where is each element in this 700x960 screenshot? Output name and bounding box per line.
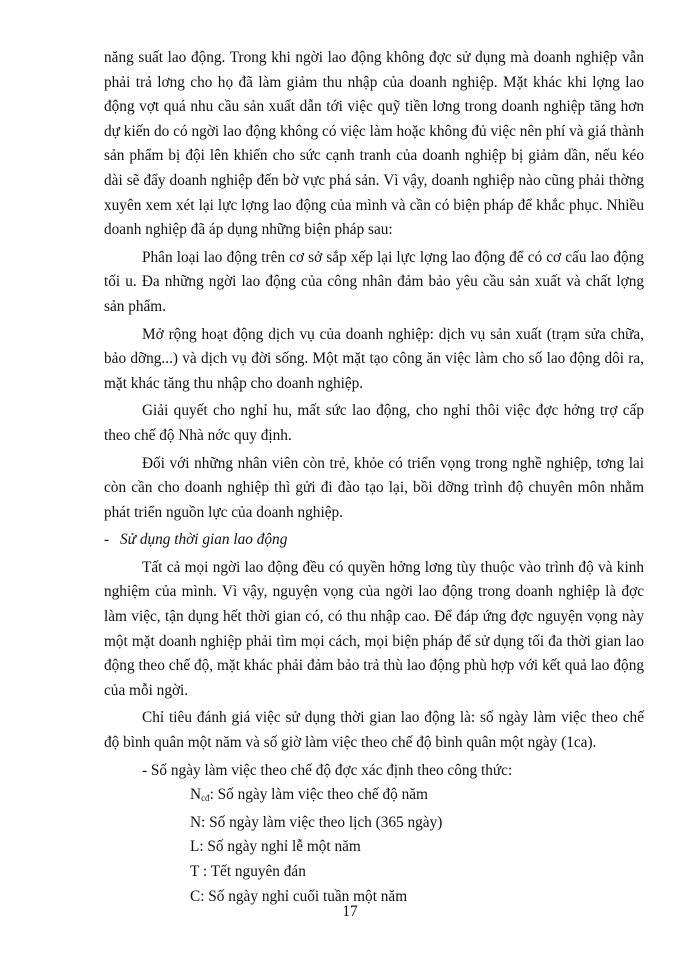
n-cd-subscript: cđ	[201, 793, 210, 804]
paragraph-2: Phân loại lao động trên cơ sở sắp xếp lại lực lợng lao động để có cơ cấu lao động tối u. Đa những ngời lao động của công nhân đảm bảo yêu cầu sản xuất và chất lợng sản phẩm.	[104, 248, 644, 315]
heading-dash: -	[104, 531, 110, 549]
page-number: 17	[342, 903, 358, 920]
paragraph-5: Đối với những nhân viên còn trẻ, khỏe có triển vọng trong nghề nghiệp, tơng lai còn cần cho doanh nghiệp thì gửi đi đào tạo lại, bồi dỡng trình độ chuyên môn nhằm phát triển nguồn lực của doanh nghiệp.	[104, 454, 644, 521]
paragraph-6: Tất cả mọi ngời lao động đều có quyền hởng lơng tùy thuộc vào trình độ và kinh nghiệm của mình. Vì vậy, nguyện vọng của ngời lao động trong doanh nghiệp là đợc làm việc, tận dụng hết thời gian có, có thu nhập cao. Để đáp ứng đợc nguyện vọng này một mặt doanh nghiệp phải tìm mọi cách, mọi biện pháp để sử dụng tối đa thời gian lao động theo chế độ, mặt khác phải đảm bảo trả thù lao động phù hợp với kết quả lao động của mỗi ngời.	[104, 558, 644, 699]
def-l: L: Số ngày nghỉ lễ một năm	[190, 838, 361, 856]
n-cd-text: : Số ngày làm việc theo chế độ năm	[209, 786, 428, 804]
paragraph-4: Giải quyết cho nghỉ hu, mất sức lao động, cho nghỉ thôi việc đợc hởng trợ cấp theo chế độ Nhà nớc quy định.	[104, 402, 644, 444]
def-c: C: Số ngày nghỉ cuối tuần một năm	[190, 887, 408, 905]
paragraph-7: Chỉ tiêu đánh giá việc sử dụng thời gian lao động là: số ngày làm việc theo chế độ bình quân một năm và số giờ làm việc theo chế độ bình quân một ngày (1ca).	[104, 709, 644, 752]
paragraph-3: Mở rộng hoạt động dịch vụ của doanh nghiệp: dịch vụ sản xuất (trạm sửa chữa, bảo dỡng...) và dịch vụ đời sống. Một mặt tạo công ăn việc làm cho số lao động dôi ra, mặt khác tăng thu nhập cho doanh nghiệp.	[104, 325, 644, 392]
def-n-cd	[190, 783, 644, 811]
document-page	[104, 46, 644, 909]
formula-intro: - Số ngày làm việc theo chế độ đợc xác định theo công thức:	[142, 761, 513, 779]
def-n: N: Số ngày làm việc theo lịch (365 ngày)	[190, 813, 443, 831]
heading-text: Sử dụng thời gian lao động	[120, 531, 288, 549]
section-heading	[104, 528, 644, 553]
paragraph-1: năng suất lao động. Trong khi ngời lao động không đợc sử dụng mà doanh nghiệp vẫn phải trả lơng cho họ đã làm giảm thu nhập của doanh nghiệp. Mặt khác khi lợng lao động vợt quá nhu cầu sản xuất dẫn tới việc quỹ tiền lơng trong doanh nghiệp tăng hơn dự kiến do có ngời lao động không có việc làm hoặc không đủ việc nên phí và giá thành sản phẩm bị đội lên khiến cho sức cạnh tranh của doanh nghiệp bị giảm dần, nếu kéo dài sẽ đẩy doanh nghiệp đến bờ vực phá sản. Vì vậy, doanh nghiệp nào cũng phải thờng xuyên xem xét lại lực lợng lao động của mình và cần có biện pháp để khắc phục. Nhiều doanh nghiệp đã áp dụng những biện pháp sau:	[104, 49, 644, 239]
def-t: T : Tết nguyên đán	[190, 863, 306, 880]
n-cd-symbol: N	[190, 786, 202, 804]
formula-definitions	[104, 759, 644, 910]
